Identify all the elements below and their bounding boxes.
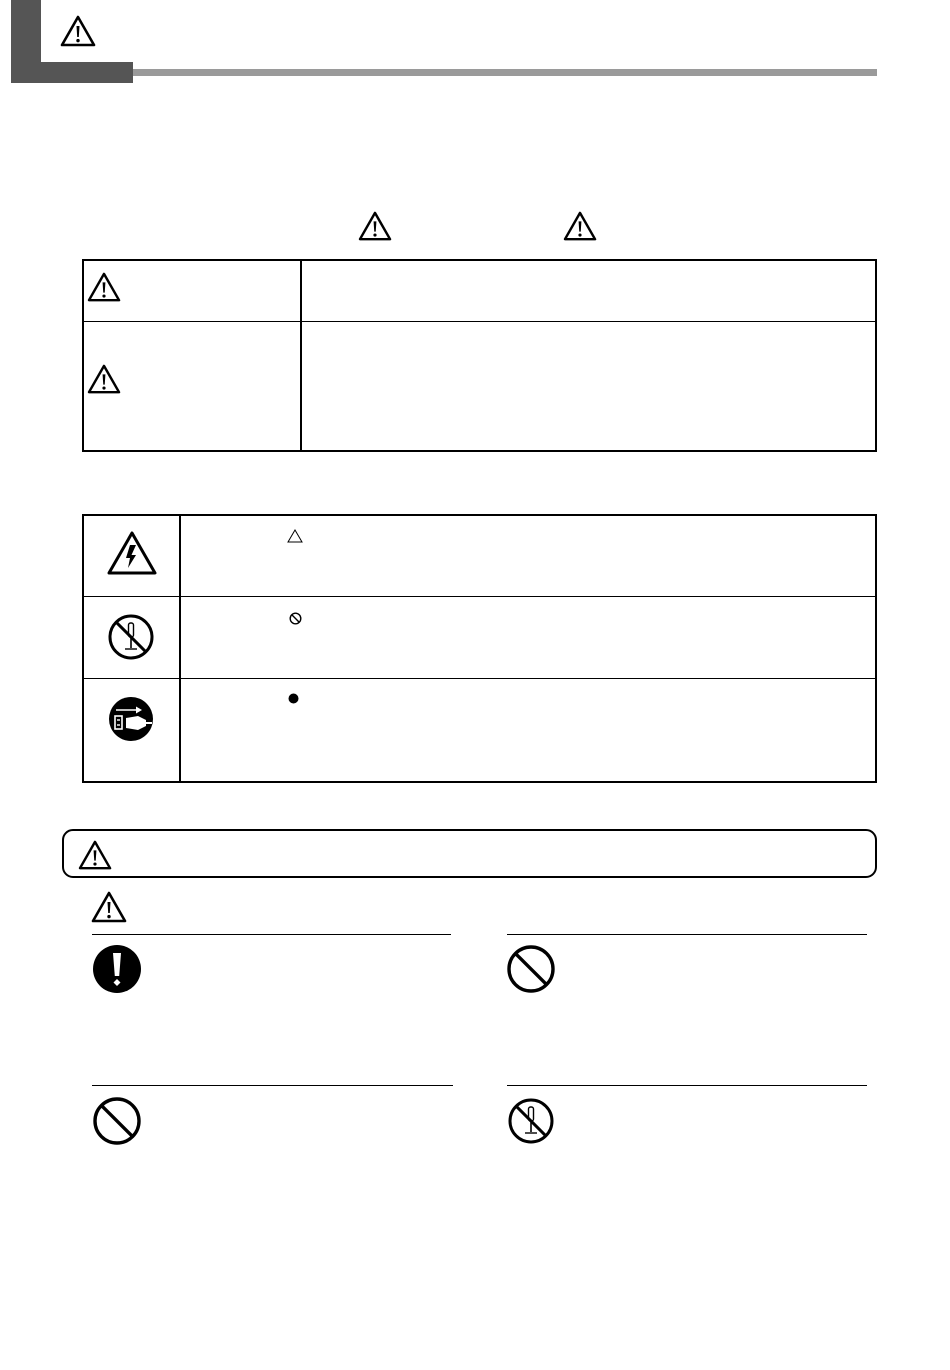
- warning-triangle-icon: [78, 840, 112, 871]
- header-tab: [41, 62, 133, 83]
- header-rule: [133, 69, 877, 76]
- prohibition-icon: [506, 944, 556, 994]
- section-rule: [92, 934, 451, 935]
- prohibition-small-icon: [289, 612, 302, 625]
- table-row-divider: [84, 596, 875, 597]
- table-row-divider: [84, 678, 875, 679]
- electric-shock-icon: [106, 528, 158, 580]
- table-column-divider: [300, 261, 302, 450]
- section-rule: [507, 1085, 867, 1086]
- header-block: [11, 0, 41, 83]
- warning-banner: [62, 829, 877, 878]
- symbol-table: [82, 514, 877, 783]
- section-rule: [507, 934, 867, 935]
- mandatory-exclamation-icon: [92, 944, 142, 994]
- warning-triangle-icon: [358, 211, 392, 242]
- filled-dot-icon: [287, 692, 300, 705]
- no-disassembly-icon: [106, 612, 156, 662]
- warning-triangle-icon: [91, 891, 127, 924]
- table-column-divider: [179, 516, 181, 781]
- table-row-divider: [84, 321, 875, 322]
- warning-triangle-icon: [60, 15, 96, 48]
- no-disassembly-icon: [506, 1096, 556, 1146]
- caution-triangle-icon: [87, 364, 121, 395]
- unplug-icon: [106, 694, 156, 744]
- caution-triangle-icon: [563, 211, 597, 242]
- definition-table: [82, 259, 877, 452]
- prohibition-icon: [92, 1096, 142, 1146]
- warning-triangle-icon: [87, 272, 121, 303]
- section-rule: [92, 1085, 453, 1086]
- triangle-outline-icon: [287, 529, 303, 543]
